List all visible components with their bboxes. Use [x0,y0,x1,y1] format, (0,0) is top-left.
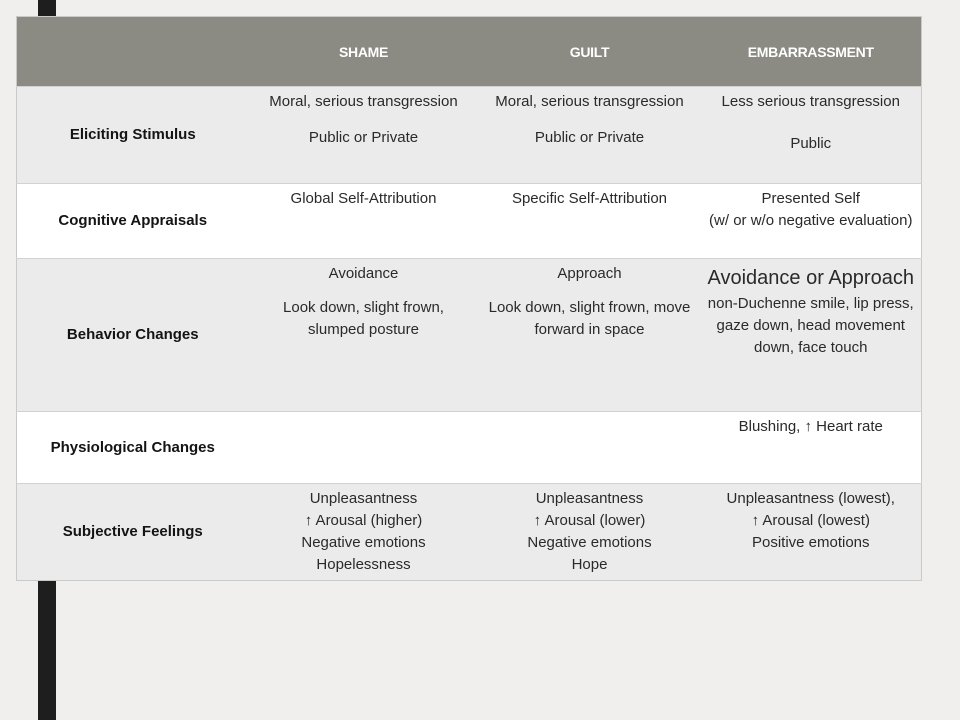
header-embarrassment: EMBARRASSMENT [747,43,874,60]
cell-embarrassment [701,87,922,184]
cell-text: ↑ Arousal (lower) [533,512,646,529]
cell-text: ↑ Arousal (lowest) [751,512,870,529]
cell-text: Negative emotions [301,534,426,551]
cell-shame [249,87,479,184]
cell-text: Presented Self [761,190,860,207]
cell-text: Avoidance or Approach [707,267,914,289]
cell-text: Look down, slight frown, slumped posture [283,299,444,338]
row-label: Behavior Changes [66,326,199,343]
cell-embarrassment [701,259,922,412]
cell-text: Public or Private [308,129,419,146]
cell-text: Specific Self-Attribution [511,190,668,207]
cell-text: Moral, serious transgression [269,93,458,110]
cell-text: ↑ Arousal (higher) [304,512,423,529]
cell-text: Approach [557,265,622,282]
cell-text: Look down, slight frown, move forward in space [488,299,691,338]
header-corner [17,17,249,87]
cell-text: Unpleasantness [535,490,644,507]
cell-guilt [479,412,701,484]
table-row-eliciting-stimulus [17,87,922,184]
row-label: Physiological Changes [50,438,215,456]
cell-text: Avoidance [328,265,399,282]
row-label: Eliciting Stimulus [69,126,196,143]
cell-text: Public or Private [534,129,645,146]
emotion-comparison-table [16,16,922,581]
cell-text: Positive emotions [751,534,870,551]
cell-text: Public [790,135,832,152]
cell-text: Moral, serious transgression [495,93,684,110]
header-guilt: GUILT [569,43,610,60]
cell-text: Hope [571,556,608,573]
cell-embarrassment [701,412,922,484]
cell-text: (w/ or w/o negative evaluation) [709,212,913,229]
cell-shame [249,412,479,484]
cell-guilt [479,87,701,184]
cell-text: Global Self-Attribution [290,190,437,207]
cell-embarrassment [701,484,922,581]
cell-embarrassment [701,184,922,259]
table-row-subjective-feelings [17,484,922,581]
cell-guilt [479,484,701,581]
cell-guilt [479,184,701,259]
table-row-behavior-changes [17,259,922,412]
cell-text: non-Duchenne smile, lip press, gaze down, head movement down, face touch [707,295,914,356]
table-row-cognitive-appraisals [17,184,922,259]
cell-text: Less serious transgression [721,93,900,110]
row-label: Subjective Feelings [62,523,203,540]
row-label: Cognitive Appraisals [58,212,208,229]
header-shame: SHAME [338,43,389,60]
cell-text: Unpleasantness [309,490,418,507]
cell-text: Unpleasantness (lowest), [726,490,895,507]
cell-guilt [479,259,701,412]
cell-shame [249,184,479,259]
cell-text: Hopelessness [316,556,411,573]
table-header-row [17,17,922,87]
cell-shame [249,484,479,581]
table-row-physiological-changes [17,412,922,484]
cell-shame [249,259,479,412]
cell-text: Negative emotions [527,534,652,551]
cell-text: Blushing, ↑ Heart rate [738,418,883,435]
